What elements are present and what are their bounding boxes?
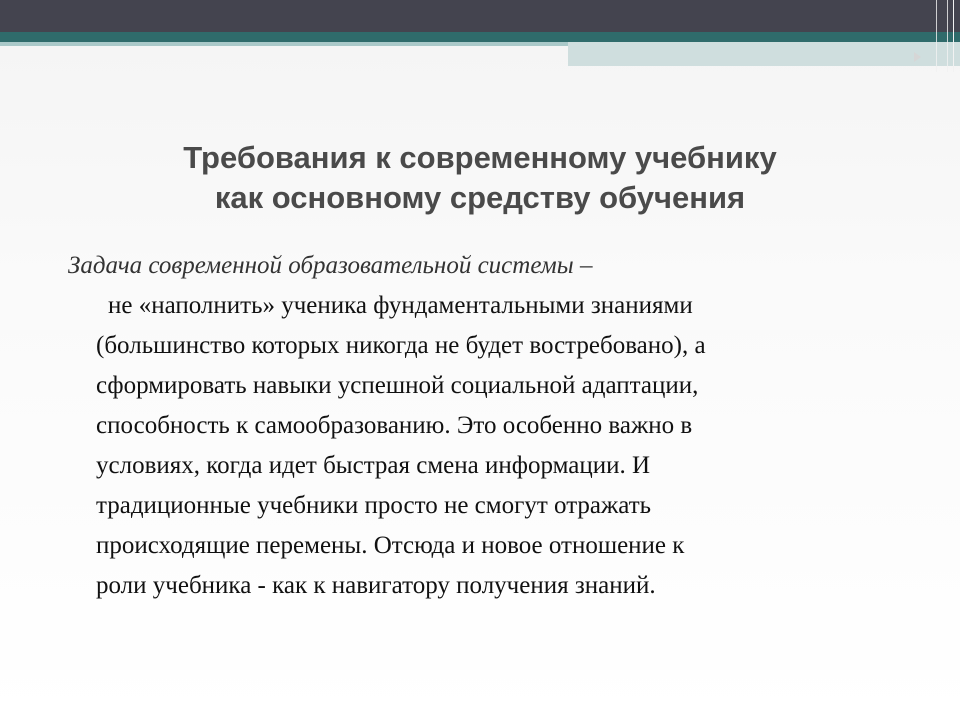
decorative-lines [936,0,948,72]
body-line-6: традиционные учебники просто не смогут отражать [96,492,652,519]
body-paragraph [68,286,898,606]
body-line-2: (большинство которых никогда не будет востребовано), а [96,332,706,359]
title-line-2: как основному средству обучения [214,180,746,215]
header-bar [0,0,960,32]
body-line-5: условиях, когда идет быстрая смена информации. И [96,452,651,479]
body-line-1: не «наполнить» ученика фундаментальными знаниями [108,292,693,319]
triangle-marker-icon [914,52,921,62]
slide-title [60,138,900,218]
title-line-1: Требования к современному учебнику [183,140,777,175]
accent-stripe [0,32,960,42]
body-line-8: роли учебника - как к навигатору получения знаний. [96,572,656,599]
body-line-7: происходящие перемены. Отсюда и новое отношение к [96,532,685,559]
decorative-lines-2 [953,0,958,72]
body-line-4: способность к самообразованию. Это особенно важно в [96,412,693,439]
slide-body [68,246,898,606]
body-line-3: сформировать навыки успешной социальной адаптации, [96,372,699,399]
lead-sentence: Задача современной образовательной системы – [68,252,593,279]
accent-block [568,42,960,66]
